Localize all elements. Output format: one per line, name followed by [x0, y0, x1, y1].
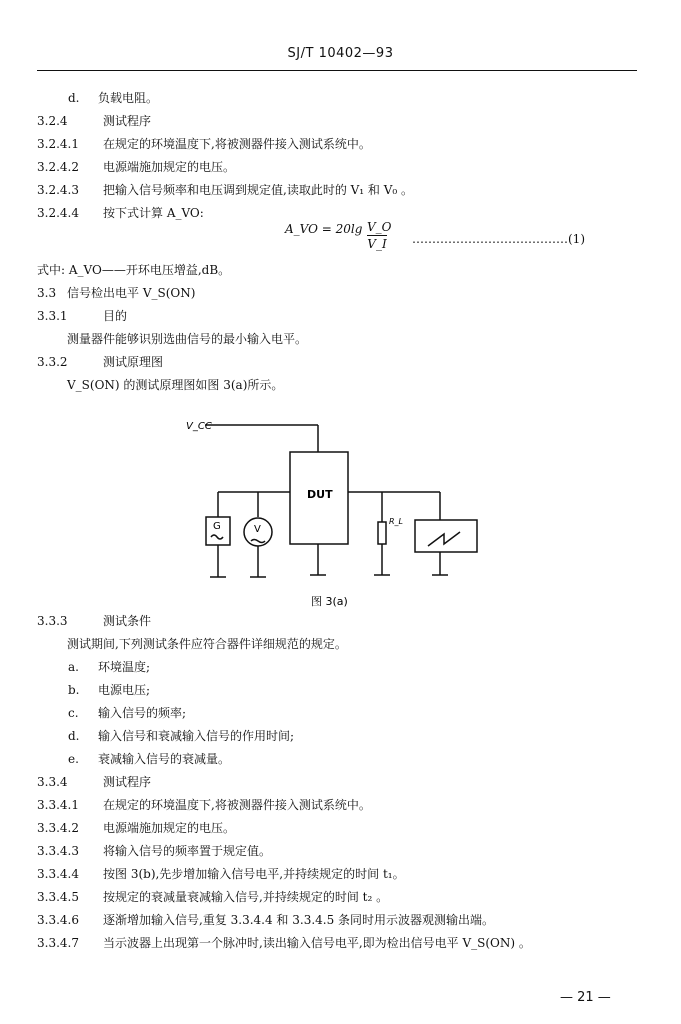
formula-numerator: V_O [367, 220, 392, 234]
text-line [68, 659, 150, 675]
clause-text: 电源电压; [98, 683, 151, 697]
text-line [68, 90, 158, 106]
text-line [37, 205, 204, 221]
clause-text: 按下式计算 A_VO: [103, 206, 204, 220]
text-line [67, 636, 347, 652]
text-line [37, 866, 405, 882]
text-line [67, 331, 307, 347]
clause-number: 3.3.4.5 [37, 890, 79, 904]
formula-lhs: A_VO = 20lg [285, 222, 363, 236]
clause-text: 负载电阻。 [98, 91, 159, 105]
clause-text: 电源端施加规定的电压。 [103, 821, 236, 835]
clause-number: 3.2.4.1 [37, 137, 79, 151]
fraction-bar [367, 235, 387, 236]
clause-number: 3.3.1 [37, 309, 68, 323]
voltmeter-wave-icon [251, 540, 265, 543]
clause-number: 3.3.4.1 [37, 798, 79, 812]
text-line [37, 935, 531, 951]
text-line [37, 113, 151, 129]
clause-number: b. [68, 683, 80, 697]
text-line [68, 751, 230, 767]
generator-wave-icon [211, 535, 223, 539]
text-line [37, 912, 494, 928]
text-line [68, 728, 294, 744]
clause-number: 3.2.4.4 [37, 206, 79, 220]
vcc-label: V_CC [186, 421, 212, 432]
dut-label: DUT [307, 488, 333, 501]
load-resistor [378, 522, 386, 544]
text-line [37, 159, 235, 175]
clause-text: 式中: A_VO——开环电压增益,dB。 [37, 263, 231, 277]
clause-text: 输入信号和衰减输入信号的作用时间; [98, 729, 295, 743]
text-line [37, 843, 271, 859]
clause-text: 把输入信号频率和电压调到规定值,读取此时的 V₁ 和 V₀ 。 [103, 183, 414, 197]
clause-text: 测量器件能够识别选曲信号的最小输入电平。 [67, 332, 308, 346]
clause-text: 按规定的衰减量衰减输入信号,并持续规定的时间 t₂ 。 [103, 890, 389, 904]
clause-text: 测试程序 [103, 775, 152, 789]
clause-number: 3.3.4.3 [37, 844, 79, 858]
clause-text: 输入信号的频率; [98, 706, 187, 720]
clause-text: 在规定的环境温度下,将被测器件接入测试系统中。 [103, 798, 371, 812]
formula-leader: …………………………………(1) [412, 232, 585, 246]
clause-text: V_S(ON) 的测试原理图如图 3(a)所示。 [67, 378, 284, 392]
clause-text: 逐渐增加输入信号,重复 3.3.4.4 和 3.3.4.5 条同时用示波器观测输出端。 [103, 913, 495, 927]
clause-text: 电源端施加规定的电压。 [103, 160, 236, 174]
text-line [37, 889, 388, 905]
text-line [37, 797, 371, 813]
voltmeter-label: V [254, 524, 261, 535]
text-line [37, 308, 127, 324]
clause-text: 目的 [103, 309, 128, 323]
text-line [37, 182, 413, 198]
text-line [37, 136, 371, 152]
load-label: R_L [389, 517, 404, 526]
text-line [37, 613, 151, 629]
formula-denominator: V_I [367, 237, 387, 251]
text-line [67, 377, 283, 393]
clause-text: 信号检出电平 V_S(ON) [67, 286, 196, 300]
header-rule [37, 70, 637, 71]
clause-number: 3.2.4.3 [37, 183, 79, 197]
clause-number: 3.2.4.2 [37, 160, 79, 174]
clause-text: 测试程序 [103, 114, 152, 128]
dut-box [290, 452, 348, 544]
clause-text: 环境温度; [98, 660, 151, 674]
clause-number: 3.3.4.7 [37, 936, 79, 950]
clause-number: d. [68, 729, 80, 743]
text-line [37, 820, 235, 836]
clause-text: 按图 3(b),先步增加输入信号电平,并持续规定的时间 t₁。 [103, 867, 405, 881]
clause-text: 当示波器上出现第一个脉冲时,读出输入信号电平,即为检出信号电平 V_S(ON) 。 [103, 936, 531, 950]
text-line [37, 774, 151, 790]
text-line [68, 705, 186, 721]
clause-number: a. [68, 660, 79, 674]
text-line [37, 285, 195, 301]
clause-text: 测试原理图 [103, 355, 164, 369]
clause-number: 3.3.3 [37, 614, 68, 628]
clause-number: 3.2.4 [37, 114, 68, 128]
text-line [37, 354, 163, 370]
clause-text: 在规定的环境温度下,将被测器件接入测试系统中。 [103, 137, 371, 151]
clause-number: d. [68, 91, 80, 105]
clause-text: 将输入信号的频率置于规定值。 [103, 844, 272, 858]
scope-trace [428, 532, 460, 546]
clause-number: c. [68, 706, 79, 720]
clause-number: 3.3 [37, 286, 57, 300]
text-line [68, 682, 150, 698]
formula-fraction [367, 220, 392, 251]
clause-number: e. [68, 752, 79, 766]
text-line [37, 262, 230, 278]
signal-generator [206, 517, 230, 545]
clause-number: 3.3.4.4 [37, 867, 79, 881]
page-number: — 21 — [560, 990, 611, 1005]
clause-number: 3.3.2 [37, 355, 68, 369]
clause-number: 3.3.4.2 [37, 821, 79, 835]
voltmeter [244, 518, 272, 546]
clause-number: 3.3.4 [37, 775, 68, 789]
clause-number: 3.3.4.6 [37, 913, 79, 927]
clause-text: 衰减输入信号的衰减量。 [98, 752, 231, 766]
generator-label: G [213, 521, 221, 532]
oscilloscope [415, 520, 477, 552]
clause-text: 测试条件 [103, 614, 152, 628]
figure-caption: 图 3(a) [311, 595, 348, 608]
document-header: SJ/T 10402—93 [287, 46, 394, 61]
clause-text: 测试期间,下列测试条件应符合器件详细规范的规定。 [67, 637, 347, 651]
